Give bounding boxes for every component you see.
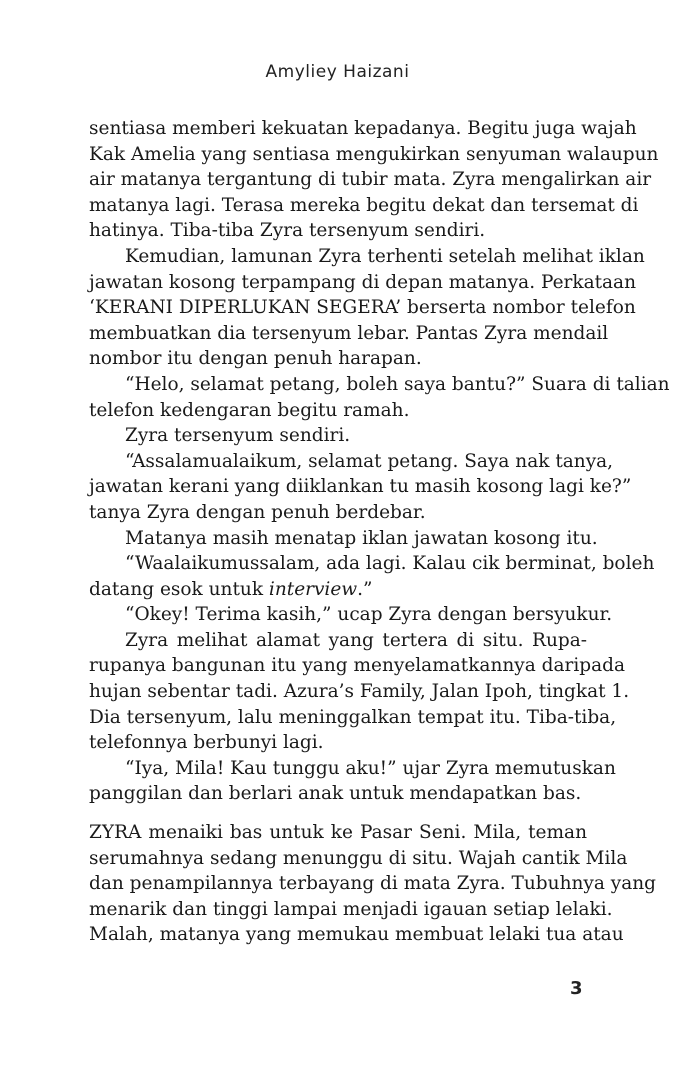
text-line: matanya lagi. Terasa mereka begitu dekat dan tersemat di — [89, 194, 639, 216]
text-line: jawatan kosong terpampang di depan matanya. Perkataan — [89, 271, 637, 293]
text-line: panggilan dan berlari anak untuk mendapatkan bas. — [89, 783, 582, 805]
text-line: Kemudian, lamunan Zyra terhenti setelah melihat iklan — [125, 245, 645, 267]
text-line: datang esok untuk interview.” — [89, 578, 373, 600]
text-line: jawatan kerani yang diiklankan tu masih kosong lagi ke?” — [89, 476, 632, 498]
text-line: Zyra melihat alamat yang tertera di situ. Rupa- — [125, 629, 587, 651]
text-line: Zyra tersenyum sendiri. — [125, 425, 351, 447]
text-line: Malah, matanya yang memukau membuat lelaki tua atau — [89, 924, 624, 946]
text-line: “Okey! Terima kasih,” ucap Zyra dengan bersyukur. — [125, 604, 613, 626]
text-line: Dia tersenyum, lalu meninggalkan tempat itu. Tiba-tiba, — [89, 706, 617, 728]
body-text-block-section-2 — [89, 820, 656, 948]
body-text-block — [89, 116, 670, 807]
text-line: ZYRA menaiki bas untuk ke Pasar Seni. Mila, teman — [89, 822, 587, 843]
text-line: dan penampilannya terbayang di mata Zyra. Tubuhnya yang — [89, 873, 656, 895]
text-line: Kak Amelia yang sentiasa mengukirkan senyuman walaupun — [89, 143, 659, 165]
text-line: ‘KERANI DIPERLUKAN SEGERA’ berserta nombor telefon — [89, 297, 636, 319]
text-line: tanya Zyra dengan penuh berdebar. — [89, 501, 426, 523]
text-line: Matanya masih menatap iklan jawatan kosong itu. — [125, 527, 598, 549]
text-line: membuatkan dia tersenyum lebar. Pantas Zyra mendail — [89, 322, 609, 344]
text-line: sentiasa memberi kekuatan kepadanya. Begitu juga wajah — [89, 118, 637, 139]
text-line: telefonnya berbunyi lagi. — [89, 732, 324, 754]
text-line: “Helo, selamat petang, boleh saya bantu?” Suara di talian — [125, 373, 670, 395]
text-line: “Waalaikumussalam, ada lagi. Kalau cik berminat, boleh — [125, 553, 655, 575]
text-line: air matanya tergantung di tubir mata. Zyra mengalirkan air — [89, 169, 652, 191]
text-line: telefon kedengaran begitu ramah. — [89, 399, 410, 421]
text-line: “Iya, Mila! Kau tunggu aku!” ujar Zyra memutuskan — [125, 757, 616, 779]
text-line: “Assalamualaikum, selamat petang. Saya nak tanya, — [125, 450, 614, 472]
text-line: hujan sebentar tadi. Azura’s Family, Jalan Ipoh, tingkat 1. — [89, 681, 630, 703]
running-header-author: Amyliey Haizani — [265, 62, 410, 82]
text-line: hatinya. Tiba-tiba Zyra tersenyum sendiri. — [89, 220, 486, 242]
text-line: rupanya bangunan itu yang menyelamatkannya daripada — [89, 655, 626, 677]
page-number: 3 — [570, 978, 583, 999]
text-line: menarik dan tinggi lampai menjadi igauan setiap lelaki. — [89, 898, 613, 920]
text-line: serumahnya sedang menunggu di situ. Wajah cantik Mila — [89, 847, 628, 869]
text-line: nombor itu dengan penuh harapan. — [89, 348, 422, 370]
